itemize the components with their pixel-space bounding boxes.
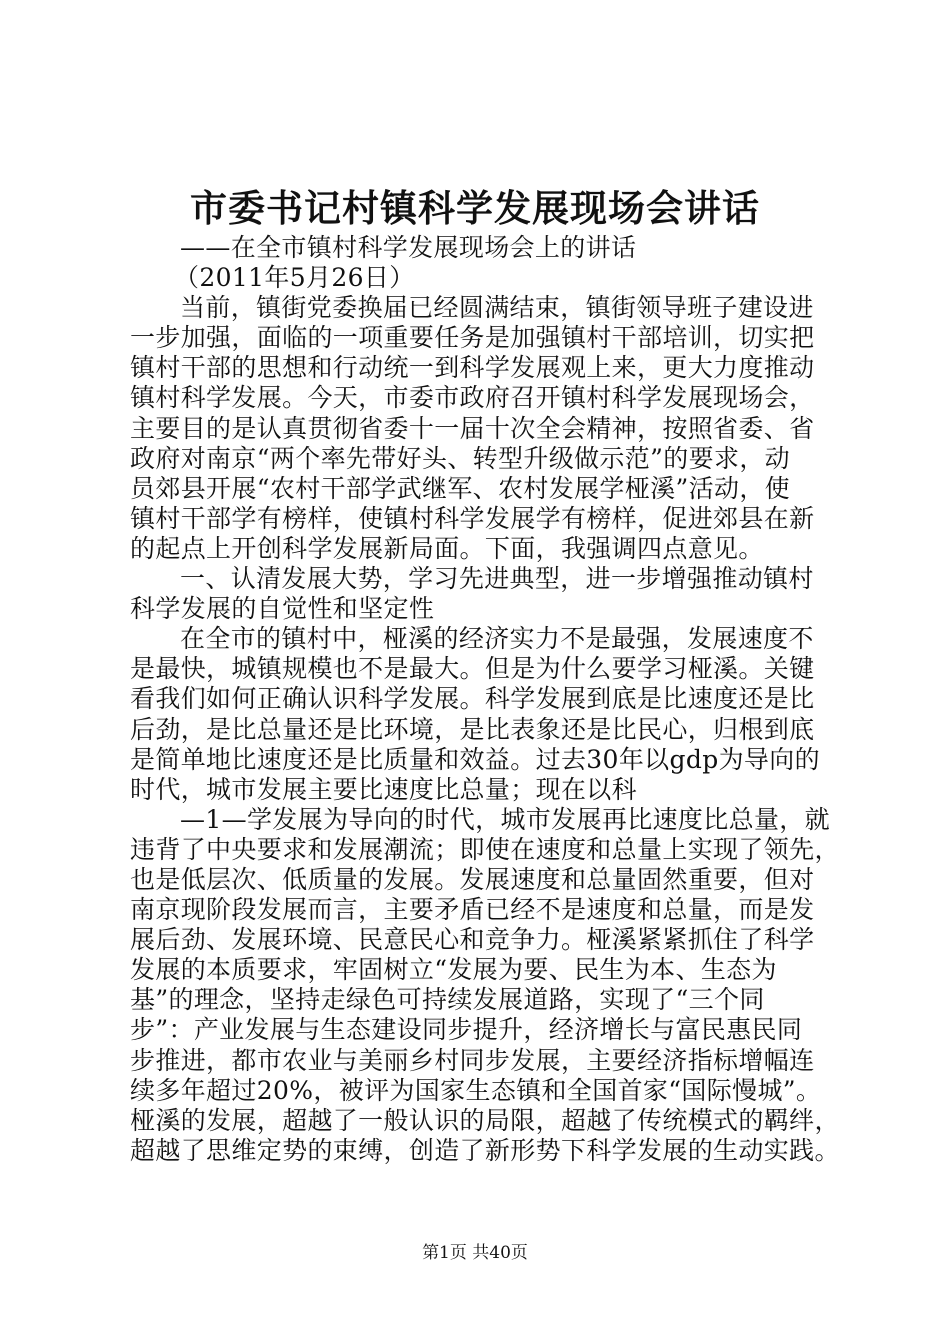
subtitle-line: ——在全市镇村科学发展现场会上的讲话 (180, 233, 637, 262)
paragraph-line: 步”：产业发展与生态建设同步提升，经济增长与富民惠民同 (130, 1015, 803, 1045)
paragraph-line: 后劲，是比总量还是比环境，是比表象还是比民心，归根到底 (130, 714, 815, 744)
paragraph-line: 看我们如何正确认识科学发展。科学发展到底是比速度还是比 (130, 684, 815, 714)
date-line: （2011年5月26日） (174, 263, 415, 293)
section-heading-line: 科学发展的自觉性和坚定性 (130, 594, 435, 624)
paragraph-line: 步推进，都市农业与美丽乡村同步发展，主要经济指标增幅连 (130, 1045, 815, 1075)
paragraph-line: 基”的理念，坚持走绿色可持续发展道路，实现了“三个同 (130, 985, 765, 1015)
paragraph-line: 主要目的是认真贯彻省委十一届十次全会精神，按照省委、省 (130, 413, 815, 443)
paragraph-line: 展后劲、发展环境、民意民心和竞争力。桠溪紧紧抓住了科学 (130, 925, 815, 955)
document-title: 市委书记村镇科学发展现场会讲话 (190, 186, 760, 230)
paragraph-line: 当前，镇街党委换届已经圆满结束，镇街领导班子建设进 (180, 293, 814, 323)
paragraph-line: 超越了思维定势的束缚，创造了新形势下科学发展的生动实践。 (130, 1135, 840, 1165)
paragraph-line: 员郊县开展“农村干部学武继军、农村发展学桠溪”活动，使 (130, 473, 791, 503)
paragraph-line: —1—学发展为导向的时代，城市发展再比速度比总量，就 (180, 804, 831, 834)
paragraph-line: 在全市的镇村中，桠溪的经济实力不是最强，发展速度不 (180, 624, 814, 654)
paragraph-line: 续多年超过20%，被评为国家生态镇和全国首家“国际慢城”。 (130, 1075, 822, 1105)
paragraph-line: 也是低层次、低质量的发展。发展速度和总量固然重要，但对 (130, 864, 815, 894)
paragraph-line: 违背了中央要求和发展潮流；即使在速度和总量上实现了领先， (130, 834, 840, 864)
paragraph-line: 一步加强，面临的一项重要任务是加强镇村干部培训，切实把 (130, 323, 815, 353)
paragraph-line: 发展的本质要求，牢固树立“发展为要、民生为本、生态为 (130, 955, 777, 985)
section-heading-line: 一、认清发展大势，学习先进典型，进一步增强推动镇村 (180, 564, 814, 594)
page-footer: 第1页 共40页 (422, 1243, 528, 1263)
paragraph-line: 政府对南京“两个率先带好头、转型升级做示范”的要求，动 (130, 443, 791, 473)
paragraph-line: 镇村科学发展。今天，市委市政府召开镇村科学发展现场会， (130, 383, 815, 413)
paragraph-line: 桠溪的发展，超越了一般认识的局限，超越了传统模式的羁绊， (130, 1105, 840, 1135)
paragraph-line: 时代，城市发展主要比速度比总量；现在以科 (130, 774, 638, 804)
paragraph-line: 镇村干部的思想和行动统一到科学发展观上来，更大力度推动 (130, 353, 815, 383)
paragraph-line: 的起点上开创科学发展新局面。下面，我强调四点意见。 (130, 533, 764, 563)
paragraph-line: 镇村干部学有榜样，使镇村科学发展学有榜样，促进郊县在新 (130, 503, 815, 533)
paragraph-line: 是最快，城镇规模也不是最大。但是为什么要学习桠溪。关键 (130, 654, 815, 684)
document-body (130, 233, 842, 1166)
paragraph-line: 南京现阶段发展而言，主要矛盾已经不是速度和总量，而是发 (130, 895, 815, 925)
paragraph-line: 是简单地比速度还是比质量和效益。过去30年以gdp为导向的 (130, 744, 820, 774)
